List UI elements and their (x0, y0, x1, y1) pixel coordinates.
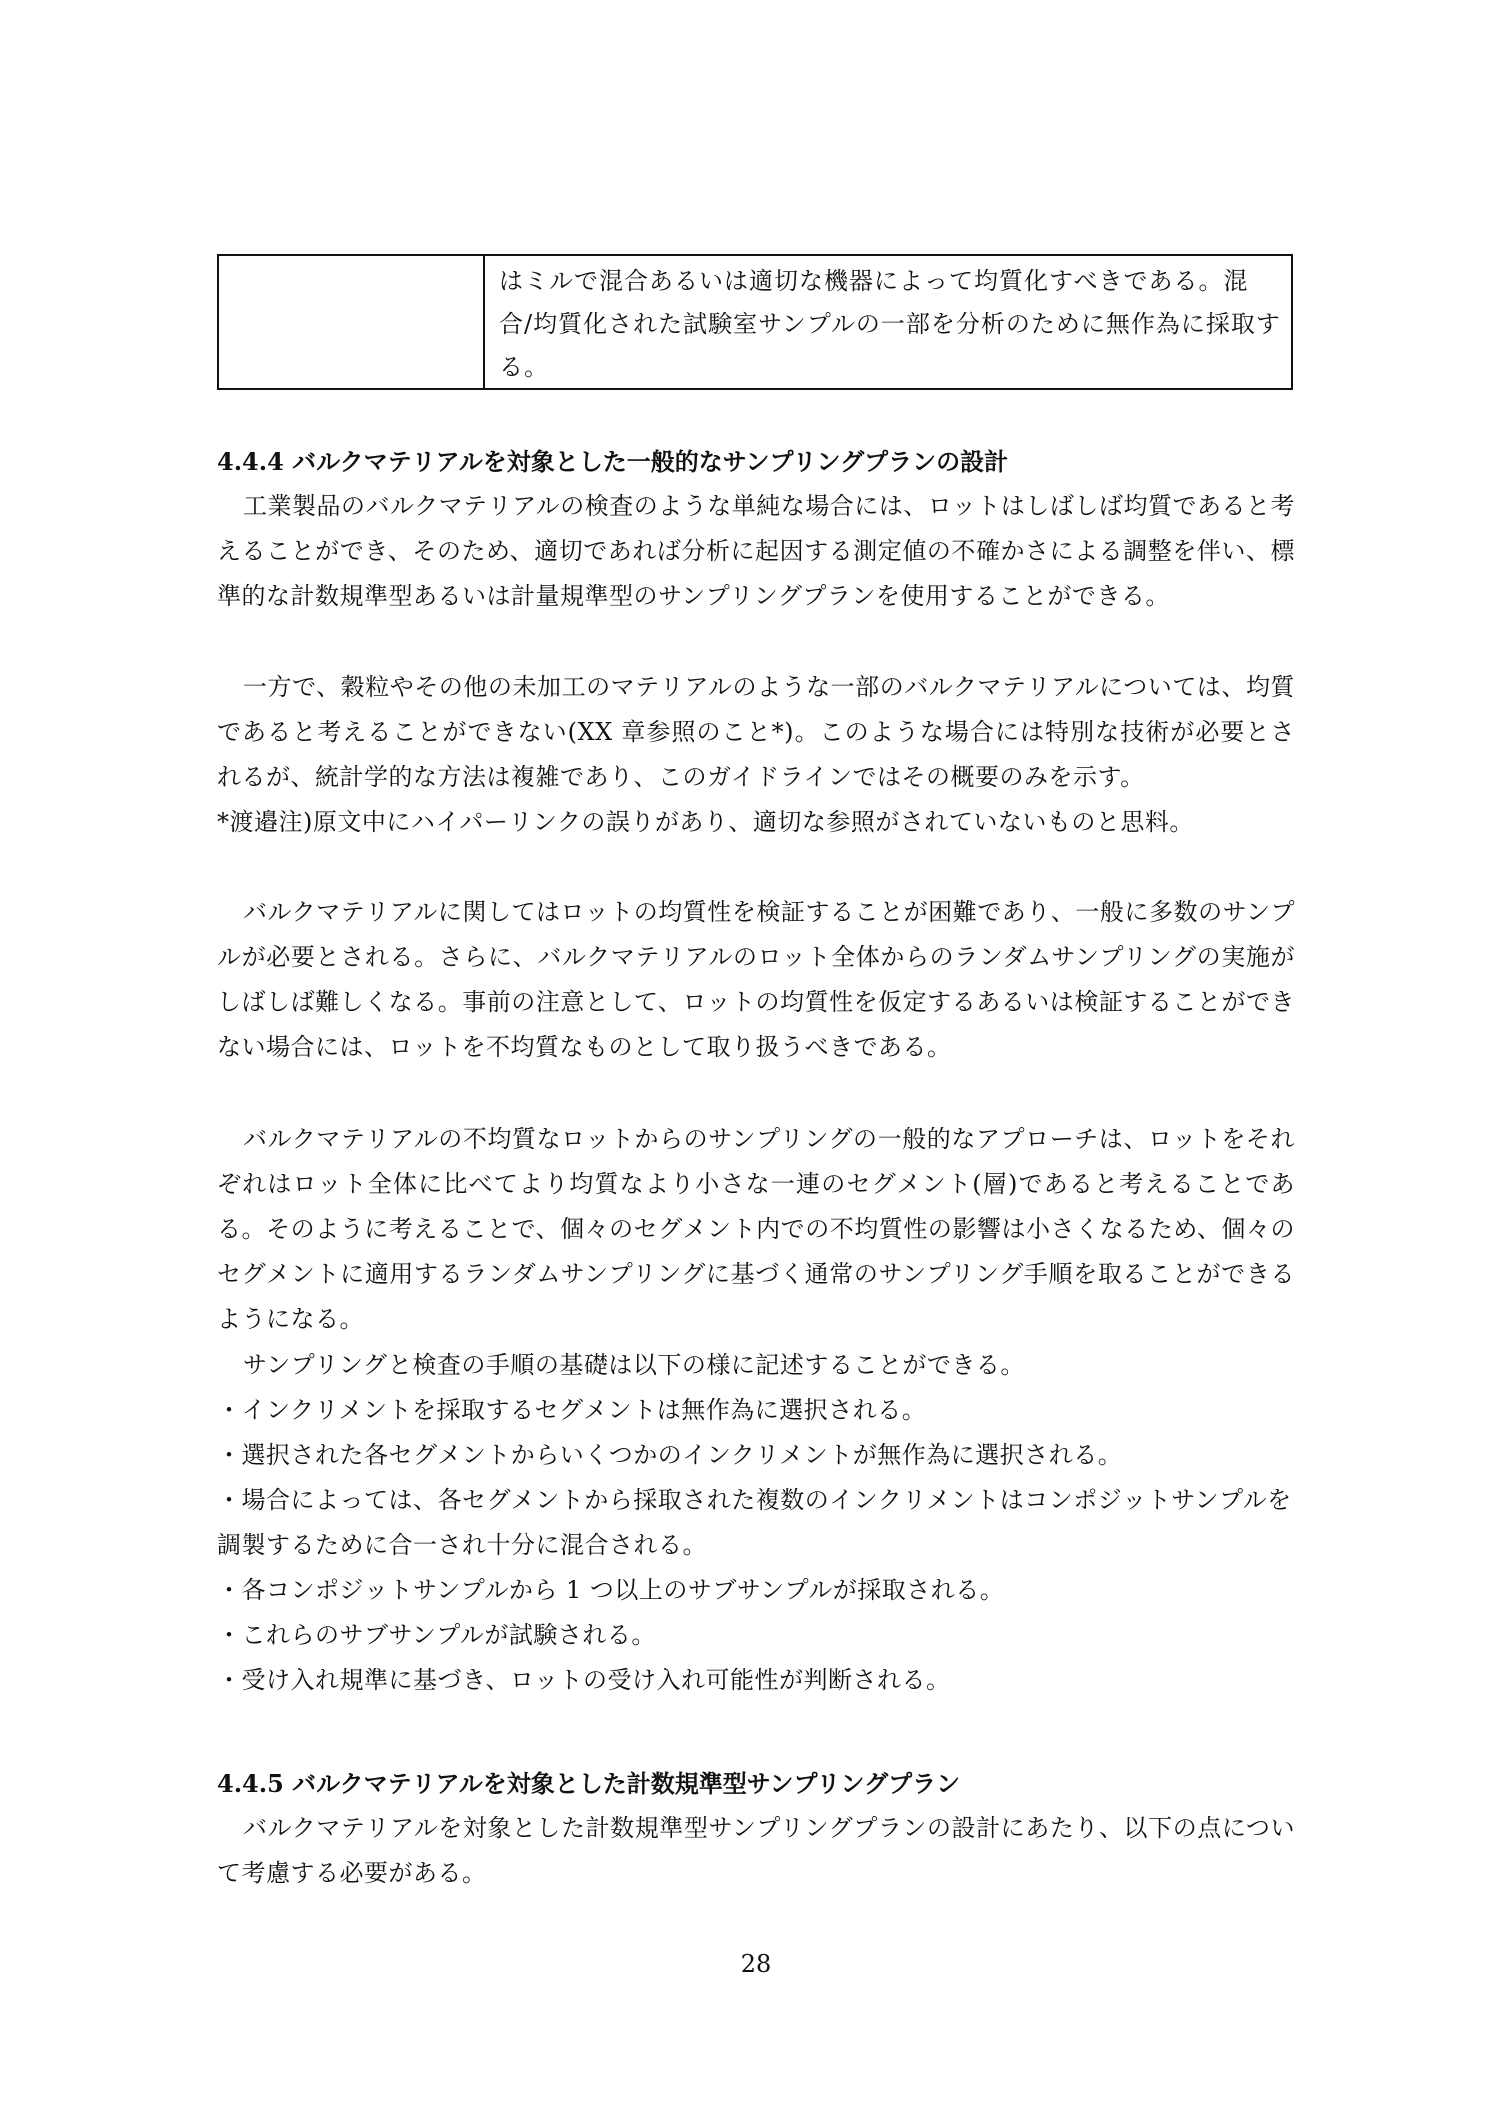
section-heading-4-4-4: 4.4.4 バルクマテリアルを対象とした一般的なサンプリングプランの設計 (217, 447, 1009, 476)
procedure-list (217, 1388, 1295, 1703)
page-number: 28 (740, 1950, 772, 1978)
list-item: ・これらのサブサンプルが試験される。 (217, 1621, 656, 1649)
paragraph-6-text: バルクマテリアルを対象とした計数規準型サンプリングプランの設計にあたり、以下の点について考慮する必要がある。 (217, 1814, 1295, 1887)
translator-note: *渡邉注)原文中にハイパーリンクの誤りがあり、適切な参照がされていないものと思料。 (217, 808, 1194, 836)
paragraph-2-text: 一方で、穀粒やその他の未加工のマテリアルのような一部のバルクマテリアルについては、均質であると考えることができない(XX 章参照のこと*)。このような場合には特別な技術が必要とされるが、統計学的な方法は複雑であり、このガイドラインではその概要のみを示す。 (217, 673, 1295, 791)
paragraph-5 (217, 1343, 1295, 1388)
paragraph-1-text: 工業製品のバルクマテリアルの検査のような単純な場合には、ロットはしばしば均質であると考えることができ、そのため、適切であれば分析に起因する測定値の不確かさによる調整を伴い、標準的な計数規準型あるいは計量規準型のサンプリングプランを使用することができる。 (217, 492, 1295, 610)
continued-table (217, 254, 1293, 390)
table-cell-right: はミルで混合あるいは適切な機器によって均質化すべきである。混合/均質化された試験室サンプルの一部を分析のために無作為に採取する。 (499, 267, 1281, 381)
paragraph-1 (217, 484, 1295, 619)
section-heading-4-4-5: 4.4.5 バルクマテリアルを対象とした計数規準型サンプリングプラン (217, 1769, 961, 1798)
list-item: ・受け入れ規準に基づき、ロットの受け入れ可能性が判断される。 (217, 1666, 951, 1694)
paragraph-4-text: バルクマテリアルの不均質なロットからのサンプリングの一般的なアプローチは、ロットをそれぞれはロット全体に比べてより均質なより小さな一連のセグメント(層)であると考えることである。そのように考えることで、個々のセグメント内での不均質性の影響は小さくなるため、個々のセグメントに適用するランダムサンプリングに基づく通常のサンプリング手順を取ることができるようになる。 (217, 1125, 1295, 1333)
table-cell-left (219, 256, 485, 388)
list-item: ・インクリメントを採取するセグメントは無作為に選択される。 (217, 1396, 927, 1424)
paragraph-6 (217, 1806, 1295, 1896)
paragraph-2 (217, 665, 1295, 845)
paragraph-3-text: バルクマテリアルに関してはロットの均質性を検証することが困難であり、一般に多数のサンプルが必要とされる。さらに、バルクマテリアルのロット全体からのランダムサンプリングの実施がしばしば難しくなる。事前の注意として、ロットの均質性を仮定するあるいは検証することができない場合には、ロットを不均質なものとして取り扱うべきである。 (217, 898, 1295, 1061)
list-item: ・場合によっては、各セグメントから採取された複数のインクリメントはコンポジットサンプルを調製するために合一され十分に混合される。 (217, 1486, 1292, 1559)
paragraph-4 (217, 1117, 1295, 1342)
list-item: ・選択された各セグメントからいくつかのインクリメントが無作為に選択される。 (217, 1441, 1123, 1469)
paragraph-3 (217, 890, 1295, 1070)
list-item: ・各コンポジットサンプルから 1 つ以上のサブサンプルが採取される。 (217, 1576, 1005, 1604)
paragraph-5-text: サンプリングと検査の手順の基礎は以下の様に記述することができる。 (243, 1351, 1025, 1379)
